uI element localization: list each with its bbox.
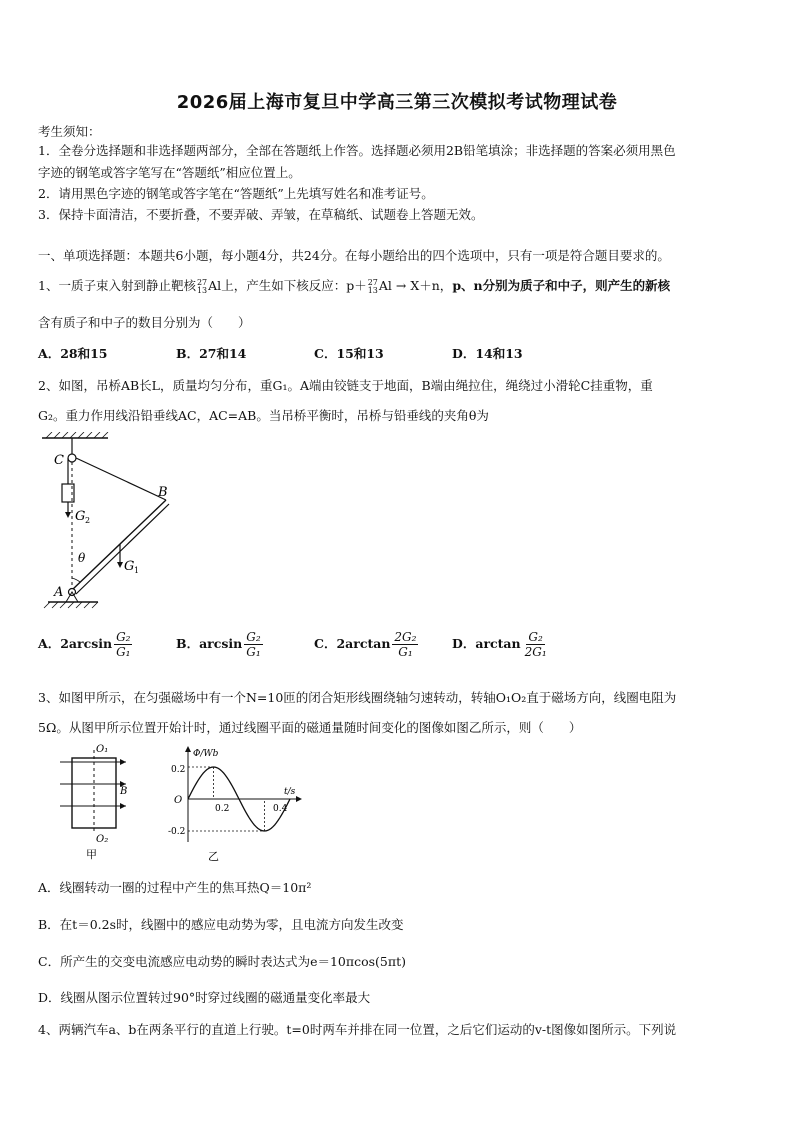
x-axis-label: t/s (284, 787, 296, 797)
q2-stem-2: G₂。重力作用线沿铅垂线AC，AC=AB。当吊桥平衡时，吊桥与铅垂线的夹角θ为 (38, 408, 489, 423)
q1-nucleus: Al (208, 278, 222, 293)
label-o2: O₂ (96, 834, 109, 845)
label-theta: θ (78, 551, 86, 565)
q1-option-b[interactable]: B．27和14 (176, 346, 247, 361)
notice-item-2: 2．请用黑色字迹的钢笔或答字笔在“答题纸”上先填写姓名和准考证号。 (38, 186, 434, 201)
q2-option-c[interactable]: C．2arctan $\frac{\text{2G₂}}{\text{G₁}}$ (314, 630, 417, 659)
notice-item-1-cont: 字迹的钢笔或答字笔写在“答题纸”相应位置上。 (38, 165, 301, 180)
q1-nucleus-iso: 27 13 (196, 277, 208, 295)
caption-yi: 乙 (208, 850, 219, 863)
section-heading: 一、单项选择题：本题共6小题，每小题4分，共24分。在每小题给出的四个选项中，只有一项是符合题目要求的。 (38, 248, 670, 263)
label-c: C (54, 453, 64, 468)
q1-stem (38, 276, 670, 295)
origin-label: O (174, 795, 183, 806)
exam-title: 2026届上海市复旦中学高三第三次模拟考试物理试卷 (176, 92, 618, 113)
q1-option-c[interactable]: C．15和13 (314, 346, 384, 361)
q3-option-d[interactable]: D．线圈从图示位置转过90°时穿过线圈的磁通量变化率最大 (38, 990, 371, 1005)
svg-text:2: 2 (85, 516, 91, 525)
q2-stem-1: 2、如图，吊桥AB长L，质量均匀分布，重G₁。A端由铰链支于地面，B端由绳拉住，绳绕过小滑轮C挂重物，重 (38, 378, 653, 393)
q3-option-c[interactable]: C．所产生的交变电流感应电动势的瞬时表达式为e＝10πcos(5πt) (38, 954, 406, 969)
q2-figure (38, 432, 188, 617)
q2-option-d[interactable]: D．arctan $\frac{\text{G₂}}{\text{2G₁}}$ (452, 630, 547, 659)
notice-item-3: 3．保持卡面清洁，不要折叠，不要弄破、弄皱，在草稿纸、试题卷上答题无效。 (38, 207, 484, 222)
ceiling-hatch (46, 432, 108, 438)
notice-heading: 考生须知： (38, 124, 101, 139)
q1-reaction: Al → X＋n， (378, 278, 453, 293)
q1-reaction-iso: 27 13 (367, 277, 378, 295)
q1-stem-d: 含有质子和中子的数目分别为（ ） (38, 315, 251, 330)
tick-x-1: 0.2 (215, 804, 230, 814)
q1-reaction-p: p＋ (346, 278, 367, 293)
q3-figure-jia (60, 740, 142, 862)
label-o1: O₁ (96, 744, 109, 755)
q3-stem-1: 3、如图甲所示，在匀强磁场中有一个N=10匝的闭合矩形线圈绕轴匀速转动，转轴O₁O₂直于磁场方向，线圈电阻为 (38, 690, 677, 705)
label-a: A (54, 585, 64, 600)
q1-stem-b: 上，产生如下核反应： (221, 278, 347, 293)
svg-text:1: 1 (134, 566, 140, 575)
label-b: B (158, 485, 168, 500)
q1-option-a[interactable]: A．28和15 (38, 346, 108, 361)
q4-stem-1: 4、两辆汽车a、b在两条平行的直道上行驶。t=0时两车并排在同一位置，之后它们运动的v-t图像如图所示。下列说 (38, 1022, 677, 1037)
q1-stem-c: p、n分别为质子和中子，则产生的新核 (452, 278, 671, 293)
label-g1: G (124, 559, 135, 574)
notice-item-1: 1．全卷分选择题和非选择题两部分，全部在答题纸上作答。选择题必须用2B铅笔填涂；非选择题的答案必须用黑色 (38, 143, 676, 158)
tick-y-neg: -0.2 (168, 827, 186, 837)
caption-jia: 甲 (86, 848, 97, 861)
q3-option-b[interactable]: B．在t＝0.2s时，线圈中的感应电动势为零，且电流方向发生改变 (38, 917, 404, 932)
q3-stem-2: 5Ω。从图甲所示位置开始计时，通过线圈平面的磁通量随时间变化的图像如图乙所示，则（ ） (38, 720, 582, 735)
q3-figure-yi (168, 742, 308, 864)
q2-option-a[interactable]: A．2arcsin $\frac{\text{G₂}}{\text{G₁}}$ (38, 630, 131, 659)
q2-option-b[interactable]: B．arcsin $\frac{\text{G₂}}{\text{G₁}}$ (176, 630, 261, 659)
label-g2: G (75, 509, 86, 524)
tick-x-2: 0.4 (273, 804, 288, 814)
pulley-c (68, 454, 76, 462)
q3-option-a[interactable]: A．线圈转动一圈的过程中产生的焦耳热Q＝10π² (38, 880, 312, 895)
y-axis-label: Φ/Wb (193, 749, 219, 759)
q1-stem-a: 1、一质子束入射到静止靶核 (38, 278, 196, 293)
tick-y-pos: 0.2 (171, 765, 186, 775)
q1-option-d[interactable]: D．14和13 (452, 346, 523, 361)
label-b-field: B (120, 786, 128, 797)
